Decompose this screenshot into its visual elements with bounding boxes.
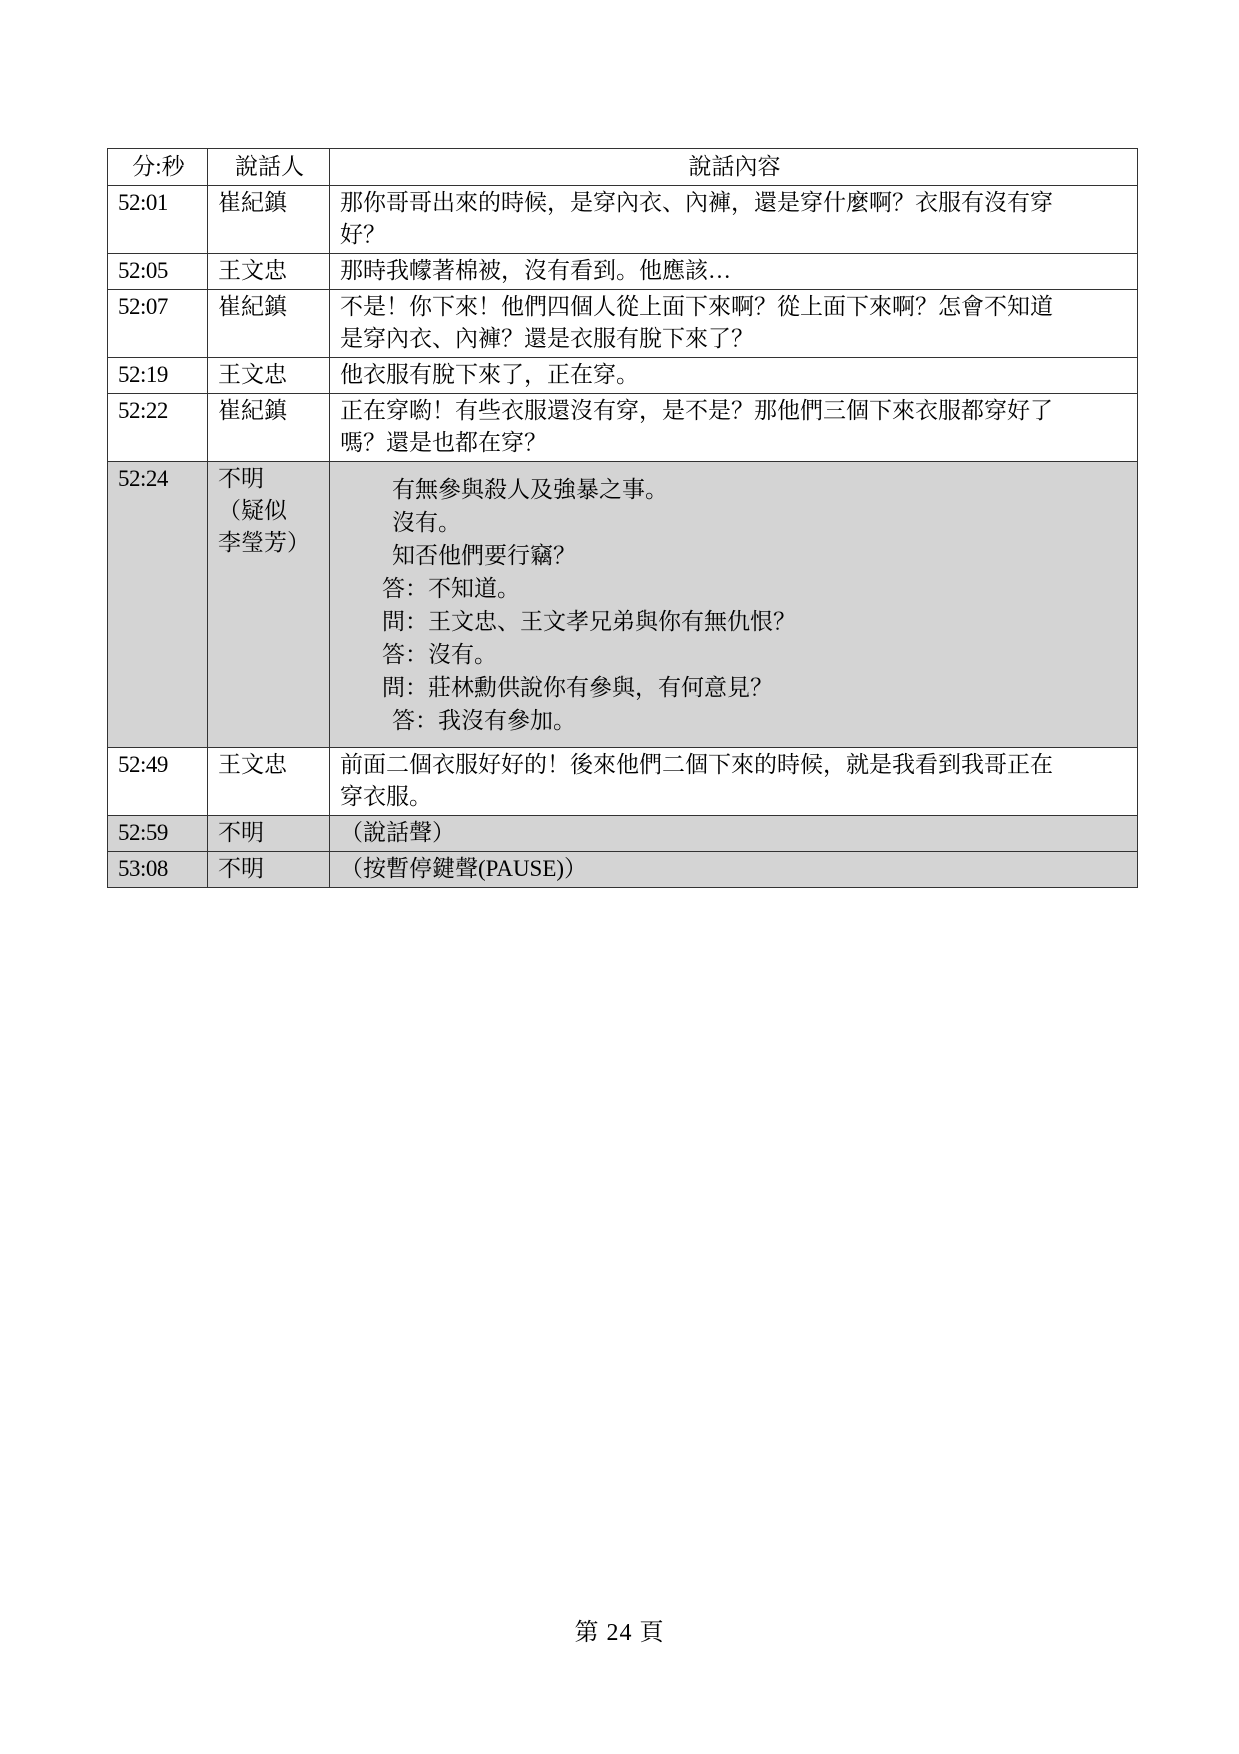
- transcript-table: [107, 148, 1138, 888]
- header-speaker: 說話人: [208, 149, 330, 186]
- time-cell: 52:49: [108, 748, 208, 816]
- time-cell: 52:19: [108, 358, 208, 394]
- speaker-line: 李瑩芳）: [218, 530, 310, 555]
- content-cell: [330, 290, 1138, 358]
- table-row: [108, 394, 1138, 462]
- content-cell: [330, 462, 1138, 748]
- content-line: 不是！你下來！他們四個人從上面下來啊？從上面下來啊？怎會不知道: [340, 294, 1053, 319]
- qa-line: 答：我沒有參加。: [392, 708, 576, 733]
- speaker-cell: [208, 852, 330, 888]
- speaker-line: 王文忠: [218, 752, 287, 777]
- table-row: [108, 290, 1138, 358]
- header-content: 說話內容: [330, 149, 1138, 186]
- qa-line: 沒有。: [392, 510, 461, 535]
- time-cell: 52:07: [108, 290, 208, 358]
- table-row-shaded: [108, 816, 1138, 852]
- content-cell: [330, 186, 1138, 254]
- table-header-row: [108, 149, 1138, 186]
- table-row: [108, 358, 1138, 394]
- speaker-cell: [208, 358, 330, 394]
- qa-line: 問：王文忠、王文孝兄弟與你有無仇恨？: [382, 609, 796, 634]
- content-cell: [330, 748, 1138, 816]
- speaker-cell: [208, 394, 330, 462]
- content-line: 好？: [340, 222, 386, 247]
- table-row: [108, 254, 1138, 290]
- content-line: 前面二個衣服好好的！後來他們二個下來的時候，就是我看到我哥正在: [340, 752, 1053, 777]
- qa-line: 知否他們要行竊？: [392, 543, 576, 568]
- time-cell: 53:08: [108, 852, 208, 888]
- speaker-line: 崔紀鎮: [218, 190, 287, 215]
- speaker-line: 崔紀鎮: [218, 294, 287, 319]
- content-cell: [330, 358, 1138, 394]
- speaker-line: 不明: [218, 820, 264, 845]
- speaker-cell: [208, 290, 330, 358]
- qa-line: 答：不知道。: [382, 576, 520, 601]
- table-row-shaded: [108, 462, 1138, 748]
- speaker-cell: [208, 748, 330, 816]
- content-line: 是穿內衣、內褲？還是衣服有脫下來了？: [340, 326, 754, 351]
- speaker-cell: [208, 816, 330, 852]
- content-line: （說話聲）: [340, 820, 455, 845]
- speaker-line: 不明: [218, 856, 264, 881]
- content-line: 那時我幪著棉被，沒有看到。他應該…: [340, 258, 731, 283]
- content-cell: [330, 394, 1138, 462]
- content-cell: [330, 254, 1138, 290]
- table-row: [108, 186, 1138, 254]
- time-cell: 52:24: [108, 462, 208, 748]
- content-line: 穿衣服。: [340, 784, 432, 809]
- time-cell: 52:22: [108, 394, 208, 462]
- speaker-line: （疑似: [218, 498, 287, 523]
- table-row-shaded: [108, 852, 1138, 888]
- content-line: （按暫停鍵聲(PAUSE)）: [340, 856, 588, 881]
- time-cell: 52:01: [108, 186, 208, 254]
- speaker-line: 王文忠: [218, 362, 287, 387]
- time-cell: 52:59: [108, 816, 208, 852]
- content-line: 正在穿喲！有些衣服還沒有穿，是不是？那他們三個下來衣服都穿好了: [340, 398, 1053, 423]
- speaker-cell: [208, 254, 330, 290]
- qa-line: 有無參與殺人及強暴之事。: [392, 477, 668, 502]
- speaker-line: 崔紀鎮: [218, 398, 287, 423]
- content-line: 他衣服有脫下來了，正在穿。: [340, 362, 639, 387]
- content-cell: [330, 816, 1138, 852]
- table-row: [108, 748, 1138, 816]
- content-line: 嗎？還是也都在穿？: [340, 430, 547, 455]
- qa-line: 問：莊林勳供說你有參與，有何意見？: [382, 675, 773, 700]
- qa-line: 答：沒有。: [382, 642, 497, 667]
- qa-block: [340, 463, 1129, 745]
- speaker-cell: [208, 462, 330, 748]
- content-cell: [330, 852, 1138, 888]
- content-line: 那你哥哥出來的時候，是穿內衣、內褲，還是穿什麼啊？衣服有沒有穿: [340, 190, 1053, 215]
- speaker-line: 不明: [218, 466, 264, 491]
- time-cell: 52:05: [108, 254, 208, 290]
- speaker-cell: [208, 186, 330, 254]
- page-number: 第 24 頁: [574, 1620, 665, 1646]
- header-time: 分:秒: [108, 149, 208, 186]
- speaker-line: 王文忠: [218, 258, 287, 283]
